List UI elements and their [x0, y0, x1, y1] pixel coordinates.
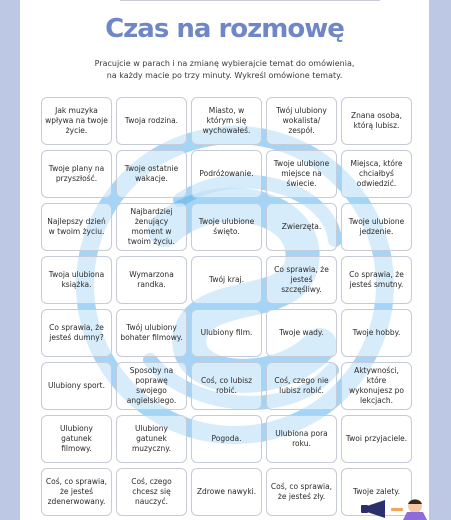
topic-cell[interactable]: Twoje ulubione miejsce na świecie.: [266, 150, 337, 198]
topic-cell[interactable]: Coś, co lubisz robić.: [191, 362, 262, 410]
topic-cell[interactable]: Ulubiony gatunek muzyczny.: [116, 415, 187, 463]
topic-cell[interactable]: Coś, co sprawia, że jesteś zdenerwowany.: [41, 468, 112, 516]
topic-cell[interactable]: Ulubiony film.: [191, 309, 262, 357]
topic-cell[interactable]: Wymarzona randka.: [116, 256, 187, 304]
topic-cell[interactable]: Twoja ulubiona książka.: [41, 256, 112, 304]
topic-cell[interactable]: Twoje hobby.: [341, 309, 412, 357]
top-divider: [120, 0, 380, 1]
topic-cell[interactable]: Twoje ulubione jedzenie.: [341, 203, 412, 251]
topic-cell[interactable]: Twoje zalety.: [341, 468, 412, 516]
page-title: Czas na rozmowę: [105, 14, 344, 44]
topic-cell[interactable]: Twoja rodzina.: [116, 97, 187, 145]
instructions: [50, 58, 399, 82]
topic-cell[interactable]: Coś, co sprawia, że jesteś zły.: [266, 468, 337, 516]
topic-cell[interactable]: Co sprawia, że jesteś dumny?: [41, 309, 112, 357]
topic-cell[interactable]: Aktywności, które wykonujesz po lekcjach.: [341, 362, 412, 410]
topic-cell[interactable]: Znana osoba, którą lubisz.: [341, 97, 412, 145]
topic-cell[interactable]: Jak muzyka wpływa na twoje życie.: [41, 97, 112, 145]
topic-cell[interactable]: Co sprawia, że jesteś smutny.: [341, 256, 412, 304]
topic-cell[interactable]: Coś, czego chcesz się nauczyć.: [116, 468, 187, 516]
topic-cell[interactable]: Twoi przyjaciele.: [341, 415, 412, 463]
topic-cell[interactable]: Twoje ostatnie wakacje.: [116, 150, 187, 198]
topic-cell[interactable]: Co sprawia, że jesteś szczęśliwy.: [266, 256, 337, 304]
instructions-line-1: Pracujcie w parach i na zmianę wybierajcie temat do omówienia,: [94, 59, 355, 68]
topic-cell[interactable]: Ulubiony gatunek filmowy.: [41, 415, 112, 463]
worksheet-page: [20, 0, 429, 520]
topic-cell[interactable]: Miasto, w którym się wychowałeś.: [191, 97, 262, 145]
topic-cell[interactable]: Miejsca, które chciałbyś odwiedzić.: [341, 150, 412, 198]
topic-cell[interactable]: Najbardziej żenujący moment w twoim życiu.: [116, 203, 187, 251]
topic-cell[interactable]: Sposoby na poprawę swojego angielskiego.: [116, 362, 187, 410]
topic-cell[interactable]: Pogoda.: [191, 415, 262, 463]
topic-cell[interactable]: Coś, czego nie lubisz robić.: [266, 362, 337, 410]
topic-cell[interactable]: Najlepszy dzień w twoim życiu.: [41, 203, 112, 251]
topics-grid: [41, 97, 412, 516]
topic-cell[interactable]: Ulubiona pora roku.: [266, 415, 337, 463]
topic-cell[interactable]: Zwierzęta.: [266, 203, 337, 251]
topic-cell[interactable]: Zdrowe nawyki.: [191, 468, 262, 516]
topic-cell[interactable]: Twój kraj.: [191, 256, 262, 304]
topic-cell[interactable]: Ulubiony sport.: [41, 362, 112, 410]
topic-cell[interactable]: Twój ulubiony wokalista/ zespół.: [266, 97, 337, 145]
topic-cell[interactable]: Twoje wady.: [266, 309, 337, 357]
megaphone-mascot-icon: [357, 498, 437, 520]
instructions-line-2: na każdy macie po trzy minuty. Wykreśl omówione tematy.: [106, 71, 343, 80]
topic-cell[interactable]: Podróżowanie.: [191, 150, 262, 198]
topic-cell[interactable]: Twoje ulubione święto.: [191, 203, 262, 251]
topic-cell[interactable]: Twój ulubiony bohater filmowy.: [116, 309, 187, 357]
topic-cell[interactable]: Twoje plany na przyszłość.: [41, 150, 112, 198]
